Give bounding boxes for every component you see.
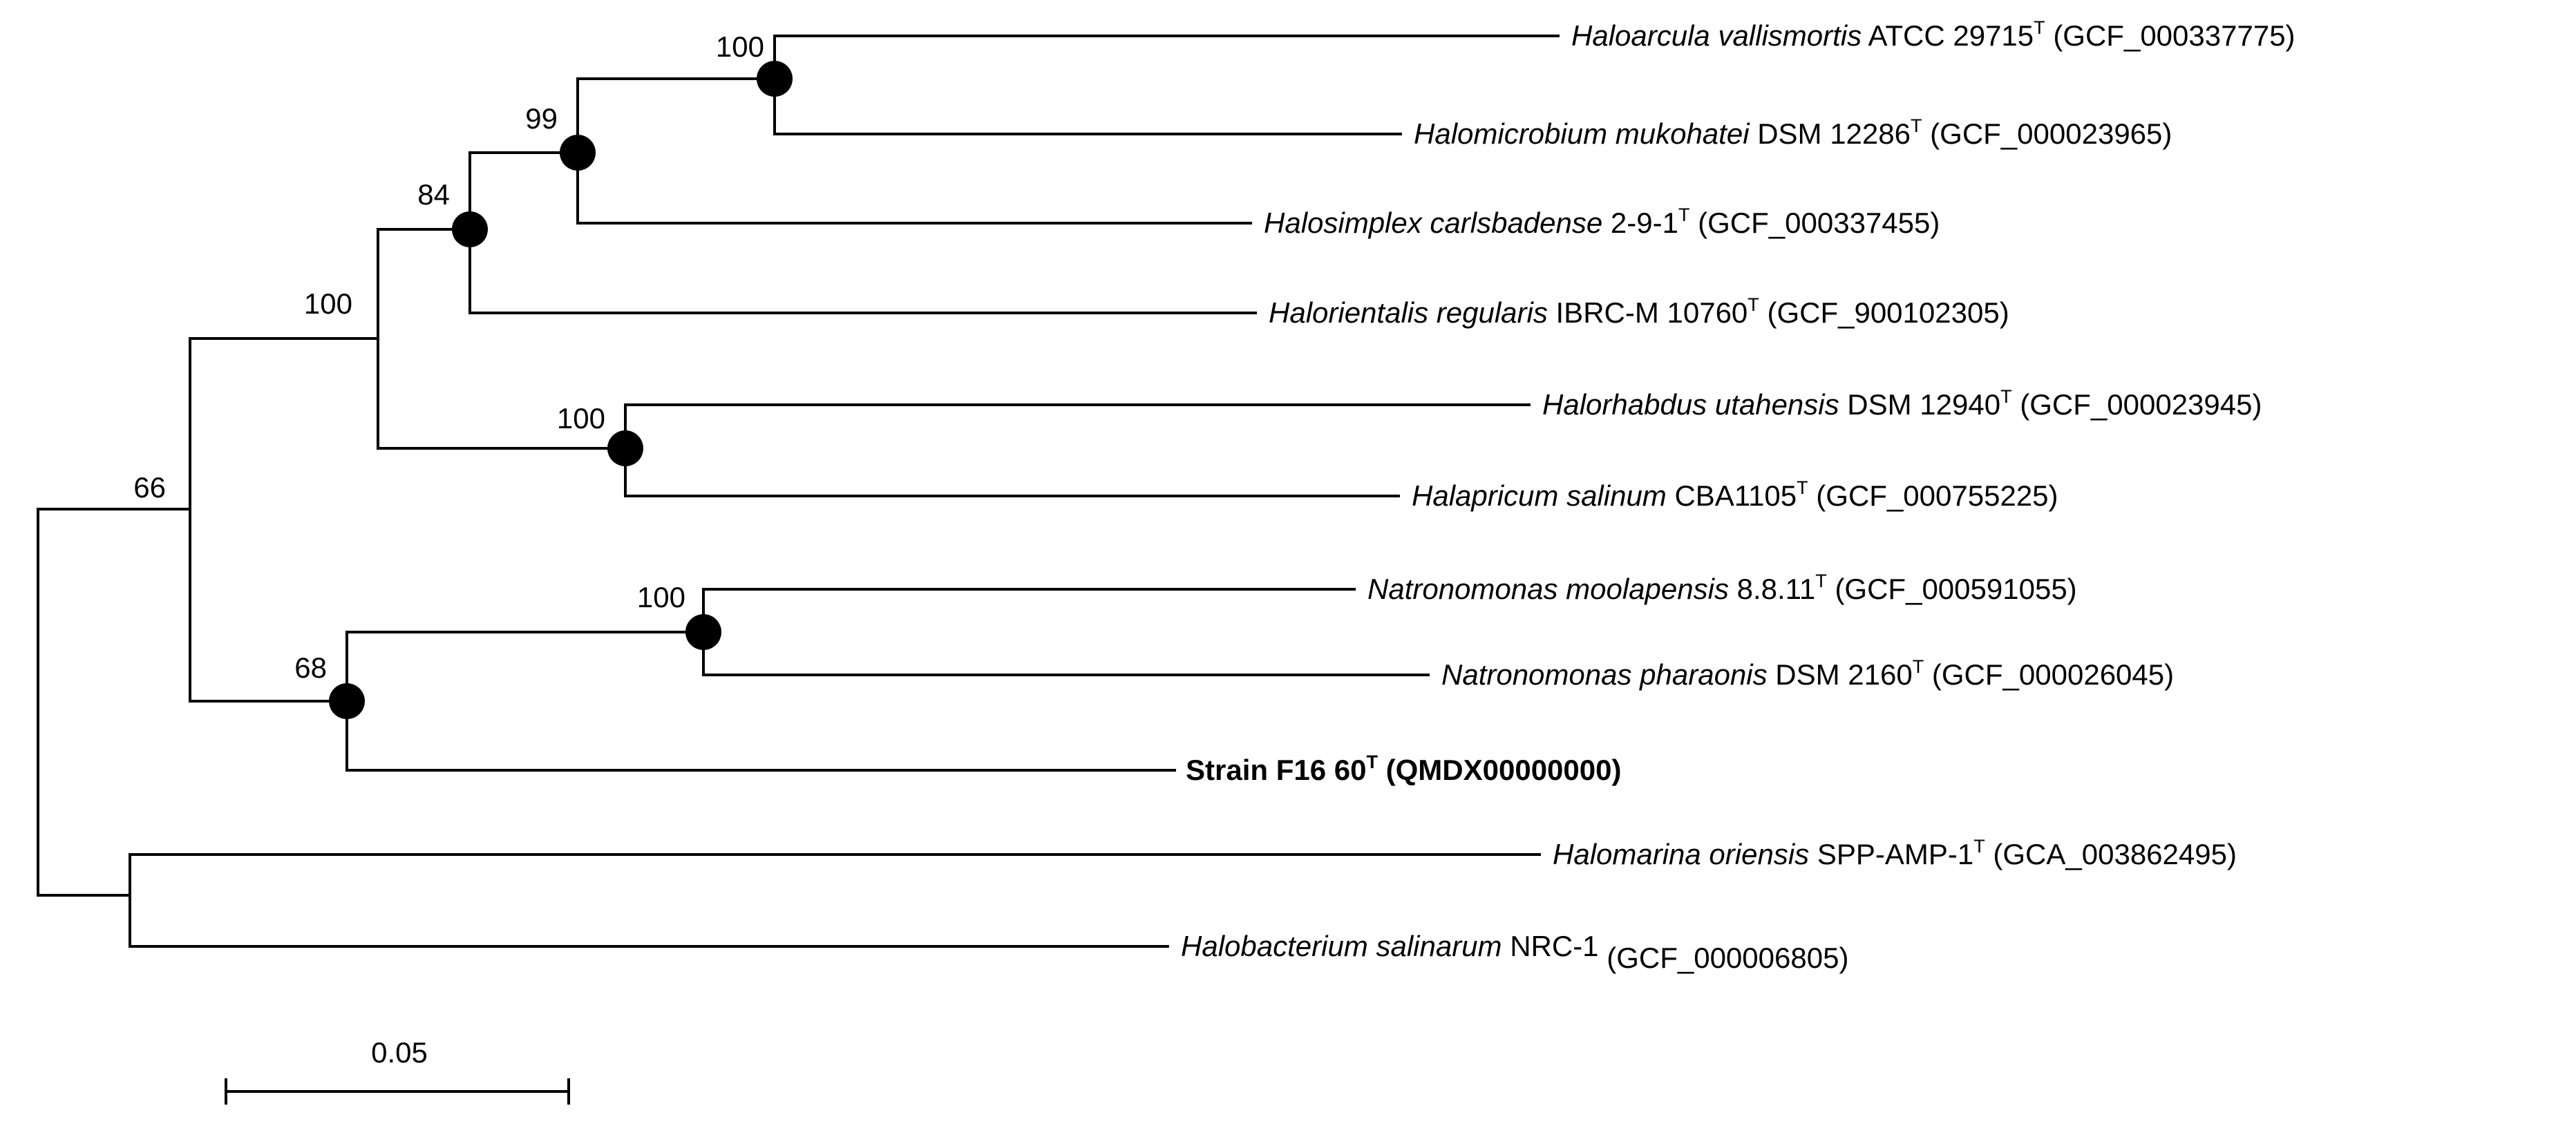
taxon-name: Haloarcula vallismortis	[1571, 19, 1862, 52]
accession: (GCF_000026045)	[1924, 658, 2175, 691]
taxon-name: Halapricum salinum	[1412, 479, 1667, 512]
accession: (GCF_000755225)	[1808, 479, 2058, 512]
leaf-label-new-strain	[1186, 752, 1621, 786]
leaf-label	[1571, 17, 2295, 52]
node-markers	[329, 61, 793, 719]
leaf-label	[1542, 386, 2262, 421]
leaf-label	[1181, 930, 1848, 974]
accession: (GCA_003862495)	[1985, 838, 2237, 870]
taxon-name: Halorhabdus utahensis	[1542, 388, 1839, 421]
leaf-label	[1414, 115, 2172, 150]
support-value: 68	[294, 651, 327, 684]
node-marker	[607, 430, 643, 466]
leaf-label	[1412, 477, 2058, 512]
strain-id: ATCC 29715	[1862, 19, 2034, 52]
accession: (QMDX00000000)	[1377, 754, 1622, 786]
type-strain-mark: T	[1815, 571, 1827, 591]
support-values	[133, 30, 764, 684]
accession: (GCF_000023965)	[1922, 117, 2172, 150]
strain-id: DSM 12286	[1749, 117, 1911, 150]
type-strain-mark: T	[1366, 752, 1378, 772]
taxon-name: Halomarina oriensis	[1553, 838, 1810, 870]
support-value: 66	[133, 471, 166, 504]
node-marker	[329, 683, 365, 719]
type-strain-mark: T	[2000, 386, 2012, 407]
strain-id: IBRC-M 10760	[1547, 296, 1748, 329]
support-value: 100	[715, 30, 764, 63]
node-marker	[452, 211, 488, 247]
accession: (GCF_000023945)	[2011, 388, 2262, 421]
node-marker	[560, 135, 596, 171]
strain-id: NRC-1	[1502, 930, 1599, 962]
scale-bar	[226, 1036, 569, 1103]
taxon-name: Halomicrobium mukohatei	[1414, 117, 1750, 150]
accession: (GCF_000006805)	[1598, 942, 1849, 974]
taxon-name: Natronomonas moolapensis	[1367, 573, 1729, 605]
strain-id: Strain F16 60	[1186, 754, 1367, 786]
leaf-label	[1269, 294, 2009, 329]
support-value: 100	[556, 402, 605, 435]
accession: (GCF_000591055)	[1826, 573, 2077, 605]
strain-id: DSM 2160	[1767, 658, 1913, 691]
type-strain-mark: T	[1748, 294, 1759, 315]
node-marker	[685, 614, 721, 650]
tree-branches	[38, 36, 1558, 946]
type-strain-mark: T	[1912, 656, 1924, 677]
taxon-name: Halobacterium salinarum	[1181, 930, 1502, 962]
taxon-name: Natronomonas pharaonis	[1441, 658, 1768, 691]
support-value: 100	[303, 287, 352, 320]
strain-id: 8.8.11	[1728, 573, 1816, 605]
strain-id: SPP-AMP-1	[1809, 838, 1974, 870]
support-value: 99	[525, 102, 558, 135]
strain-id: DSM 12940	[1839, 388, 2001, 421]
leaf-label	[1441, 656, 2174, 691]
leaf-label	[1264, 204, 1940, 239]
type-strain-mark: T	[1973, 836, 1985, 857]
type-strain-mark: T	[2034, 17, 2045, 38]
leaf-label	[1553, 836, 2237, 870]
strain-id: CBA1105	[1666, 479, 1797, 512]
taxon-name: Halorientalis regularis	[1269, 296, 1548, 329]
accession: (GCF_000337775)	[2045, 19, 2295, 52]
node-marker	[757, 61, 793, 97]
type-strain-mark: T	[1911, 115, 1922, 136]
support-value: 100	[636, 581, 685, 613]
type-strain-mark: T	[1678, 204, 1690, 225]
type-strain-mark: T	[1797, 477, 1808, 498]
leaf-label	[1367, 571, 2077, 605]
strain-id: 2-9-1	[1602, 207, 1678, 239]
accession: (GCF_000337455)	[1689, 207, 1940, 239]
support-value: 84	[417, 178, 450, 211]
scale-bar-label: 0.05	[371, 1036, 428, 1069]
taxon-name: Halosimplex carlsbadense	[1264, 207, 1603, 239]
accession: (GCF_900102305)	[1759, 296, 2009, 329]
